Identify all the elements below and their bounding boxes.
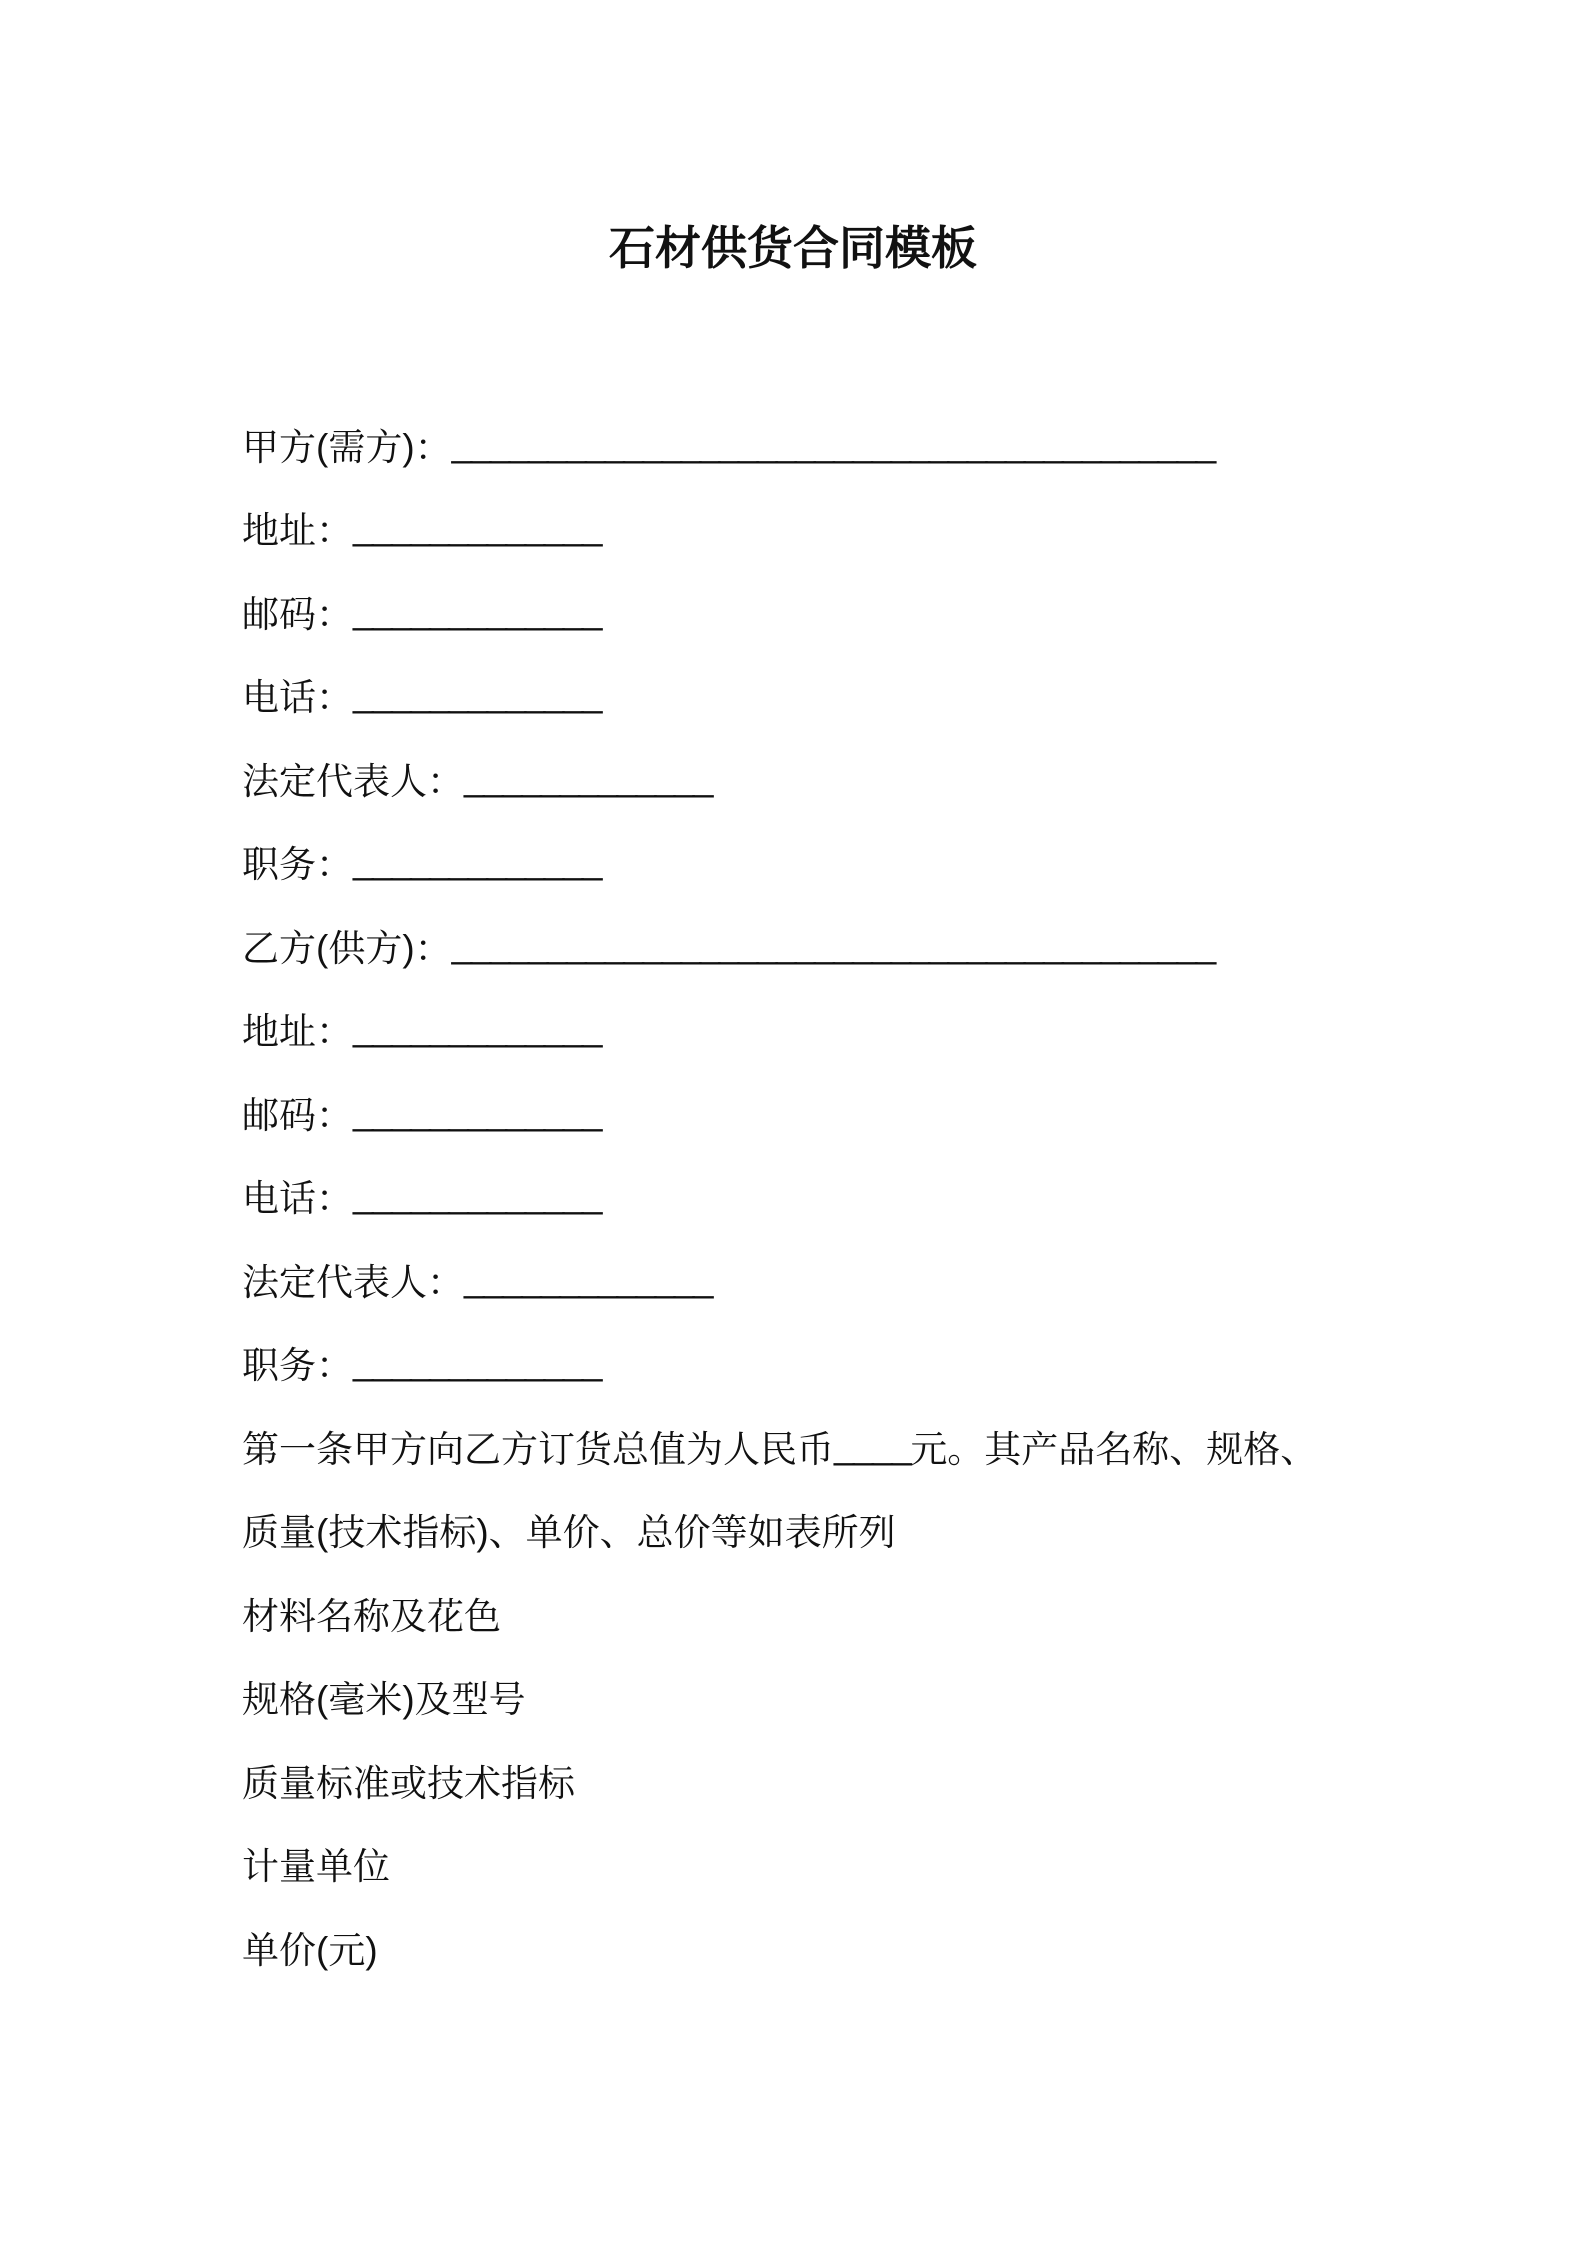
table-column-item: 单价(元) (242, 1929, 378, 1971)
table-column-item: 质量标准或技术指标 (242, 1762, 575, 1804)
party-a-legal-rep-blank: _____________ (464, 756, 713, 798)
party-a-phone-label: 电话： (242, 677, 353, 719)
party-a-legal-rep-label: 法定代表人： (242, 760, 464, 802)
document-body (242, 402, 1442, 1989)
party-a-postcode-blank: _____________ (353, 589, 602, 631)
party-b-address-blank: _____________ (353, 1007, 602, 1049)
party-a-phone-blank: _____________ (353, 673, 602, 715)
party-b-legal-rep-line (242, 1237, 1442, 1321)
party-b-phone-blank: _____________ (353, 1174, 602, 1216)
party-a-name-blank: ________________________________________ (451, 422, 1215, 464)
document-title: 石材供货合同模板 (609, 222, 977, 274)
party-b-postcode-line (242, 1070, 1442, 1154)
party-a-phone-line (242, 653, 1442, 737)
party-b-address-line (242, 987, 1442, 1071)
party-a-name-line (242, 402, 1442, 486)
party-a-address-label: 地址： (242, 510, 353, 552)
clause-1-line (242, 1404, 1442, 1488)
party-b-legal-rep-label: 法定代表人： (242, 1261, 464, 1303)
party-a-postcode-line (242, 569, 1442, 653)
party-b-name-label: 乙方(供方)： (242, 927, 452, 969)
party-a-position-line (242, 820, 1442, 904)
party-b-phone-label: 电话： (242, 1178, 353, 1220)
party-b-name-blank: ________________________________________ (451, 923, 1215, 965)
party-b-phone-line (242, 1154, 1442, 1238)
clause-1-text-before: 第一条甲方向乙方订货总值为人民币 (242, 1428, 834, 1470)
party-b-postcode-blank: _____________ (353, 1090, 602, 1132)
party-b-position-label: 职务： (242, 1345, 353, 1387)
party-b-position-line (242, 1321, 1442, 1405)
clause-1-continuation: 质量(技术指标)、单价、总价等如表所列 (242, 1512, 896, 1554)
party-b-address-label: 地址： (242, 1011, 353, 1053)
clause-1-continuation-line (242, 1488, 1442, 1572)
party-a-postcode-label: 邮码： (242, 593, 353, 635)
table-column-item: 计量单位 (242, 1846, 390, 1888)
clause-1-amount-blank: ____ (834, 1424, 911, 1466)
party-b-legal-rep-blank: _____________ (464, 1257, 713, 1299)
table-column-item: 材料名称及花色 (242, 1595, 501, 1637)
party-b-name-line (242, 903, 1442, 987)
party-a-address-line (242, 486, 1442, 570)
party-a-position-label: 职务： (242, 844, 353, 886)
party-a-name-label: 甲方(需方)： (242, 426, 452, 468)
party-b-position-blank: _____________ (353, 1341, 602, 1383)
table-column-item: 规格(毫米)及型号 (242, 1679, 526, 1721)
party-b-postcode-label: 邮码： (242, 1094, 353, 1136)
clause-1-text-after: 元。其产品名称、规格、 (910, 1428, 1318, 1470)
party-a-address-blank: _____________ (353, 506, 602, 548)
party-a-legal-rep-line (242, 736, 1442, 820)
party-a-position-blank: _____________ (353, 840, 602, 882)
